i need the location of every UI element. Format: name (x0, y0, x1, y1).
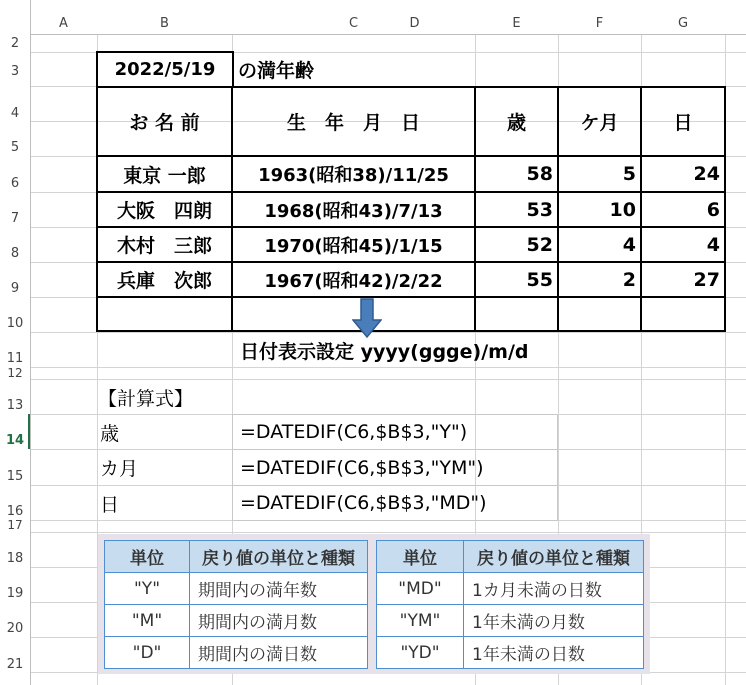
ref-desc: 1年未満の日数 (464, 637, 644, 669)
formula-label-years[interactable]: 歳 (100, 422, 120, 445)
ref-desc: 期間内の満月数 (190, 605, 368, 637)
person-name[interactable]: 大阪 四朗 (116, 200, 212, 222)
row-header[interactable]: 13 (6, 398, 24, 413)
formula-months[interactable]: =DATEDIF(C6,$B$3,"YM") (240, 456, 484, 479)
row-header[interactable]: 2 (10, 36, 20, 51)
ref-unit: "MD" (377, 573, 464, 605)
base-date-cell[interactable]: 2022/5/19 (114, 59, 216, 80)
row-header[interactable]: 5 (10, 140, 20, 155)
ref-unit: "YD" (377, 637, 464, 669)
ref-desc: 期間内の満日数 (190, 637, 368, 669)
person-birthdate[interactable]: 1968(昭和43)/7/13 (264, 200, 443, 222)
ref-desc: 期間内の満年数 (190, 573, 368, 605)
ref-header-desc: 戻り値の単位と種類 (190, 541, 368, 573)
header-years[interactable]: 歳 (506, 112, 526, 134)
person-months[interactable]: 2 (622, 268, 636, 291)
row-header[interactable]: 11 (6, 351, 24, 366)
ref-desc: 1年未満の月数 (464, 605, 644, 637)
row-header[interactable]: 3 (10, 64, 20, 79)
column-header-e[interactable]: E (512, 16, 521, 31)
row-header[interactable]: 20 (6, 621, 24, 636)
row-header[interactable]: 10 (6, 316, 24, 331)
person-months[interactable]: 5 (622, 163, 636, 185)
header-birthdate[interactable]: 生 年 月 日 (286, 112, 420, 134)
row-header[interactable]: 18 (6, 551, 24, 566)
formula-label-months[interactable]: カ月 (100, 458, 139, 480)
ref-desc: 1カ月未満の日数 (464, 573, 644, 605)
person-months[interactable]: 10 (609, 198, 636, 221)
reference-table-right (376, 540, 644, 669)
ref-header-desc: 戻り値の単位と種類 (464, 541, 644, 573)
gridline (0, 367, 746, 368)
header-months[interactable]: ケ月 (580, 112, 619, 134)
formulas-title[interactable]: 【計算式】 (98, 388, 194, 410)
reference-table-left (104, 540, 368, 669)
row-header[interactable]: 9 (10, 281, 20, 296)
person-years[interactable]: 52 (526, 233, 553, 256)
gridline (0, 532, 746, 533)
ref-unit: "M" (105, 605, 190, 637)
row-header[interactable]: 8 (10, 246, 20, 261)
person-name[interactable]: 東京 一郎 (123, 164, 206, 187)
row-header[interactable]: 21 (6, 657, 24, 672)
person-days[interactable]: 4 (706, 233, 720, 256)
row-header[interactable]: 19 (6, 586, 24, 601)
row-header[interactable]: 16 (6, 504, 24, 519)
column-header-c[interactable]: C (348, 16, 359, 31)
column-header-f[interactable]: F (595, 16, 604, 31)
column-header-a[interactable]: A (59, 16, 68, 31)
row-header[interactable]: 4 (10, 106, 20, 121)
person-name[interactable]: 木村 三郎 (116, 235, 212, 257)
table-divider (96, 296, 726, 298)
datedif-reference-image[interactable] (98, 534, 650, 674)
row-header[interactable]: 6 (10, 176, 20, 191)
header-name[interactable]: お 名 前 (129, 112, 200, 134)
person-birthdate[interactable]: 1967(昭和42)/2/22 (264, 270, 443, 292)
person-months[interactable]: 4 (622, 233, 636, 256)
row-header-selected[interactable]: 14 (5, 433, 25, 448)
gridline (0, 379, 746, 380)
person-years[interactable]: 53 (526, 198, 553, 221)
person-name[interactable]: 兵庫 次郎 (116, 270, 212, 292)
person-days[interactable]: 27 (693, 268, 720, 291)
row-header[interactable]: 15 (6, 469, 24, 484)
formula-years[interactable]: =DATEDIF(C6,$B$3,"Y") (240, 421, 468, 443)
down-arrow-icon[interactable] (352, 298, 382, 338)
person-years[interactable]: 55 (526, 268, 553, 291)
row-header-bar (0, 0, 31, 685)
column-header-d[interactable]: D (409, 16, 420, 31)
row-header[interactable]: 7 (10, 211, 20, 226)
person-birthdate[interactable]: 1963(昭和38)/11/25 (258, 165, 449, 186)
person-days[interactable]: 24 (693, 163, 720, 185)
formula-label-days[interactable]: 日 (100, 493, 120, 516)
ref-unit: "YM" (377, 605, 464, 637)
ref-unit: "Y" (105, 573, 190, 605)
column-header-g[interactable]: G (677, 16, 689, 31)
row-header[interactable]: 12 (7, 366, 23, 380)
header-days[interactable]: 日 (673, 112, 693, 134)
ref-header-unit: 単位 (105, 541, 190, 573)
base-date-suffix[interactable]: の満年齢 (238, 60, 315, 82)
ref-header-unit: 単位 (377, 541, 464, 573)
column-header-b[interactable]: B (160, 16, 169, 31)
formula-days[interactable]: =DATEDIF(C6,$B$3,"MD") (240, 492, 487, 514)
date-format-note[interactable]: 日付表示設定 yyyy(ggge)/m/d (240, 341, 529, 363)
person-days[interactable]: 6 (706, 198, 720, 221)
person-years[interactable]: 58 (526, 163, 553, 185)
row-header[interactable]: 17 (7, 518, 23, 532)
row-selection-indicator (28, 414, 30, 449)
ref-unit: "D" (105, 637, 190, 669)
person-birthdate[interactable]: 1970(昭和45)/1/15 (264, 235, 443, 257)
